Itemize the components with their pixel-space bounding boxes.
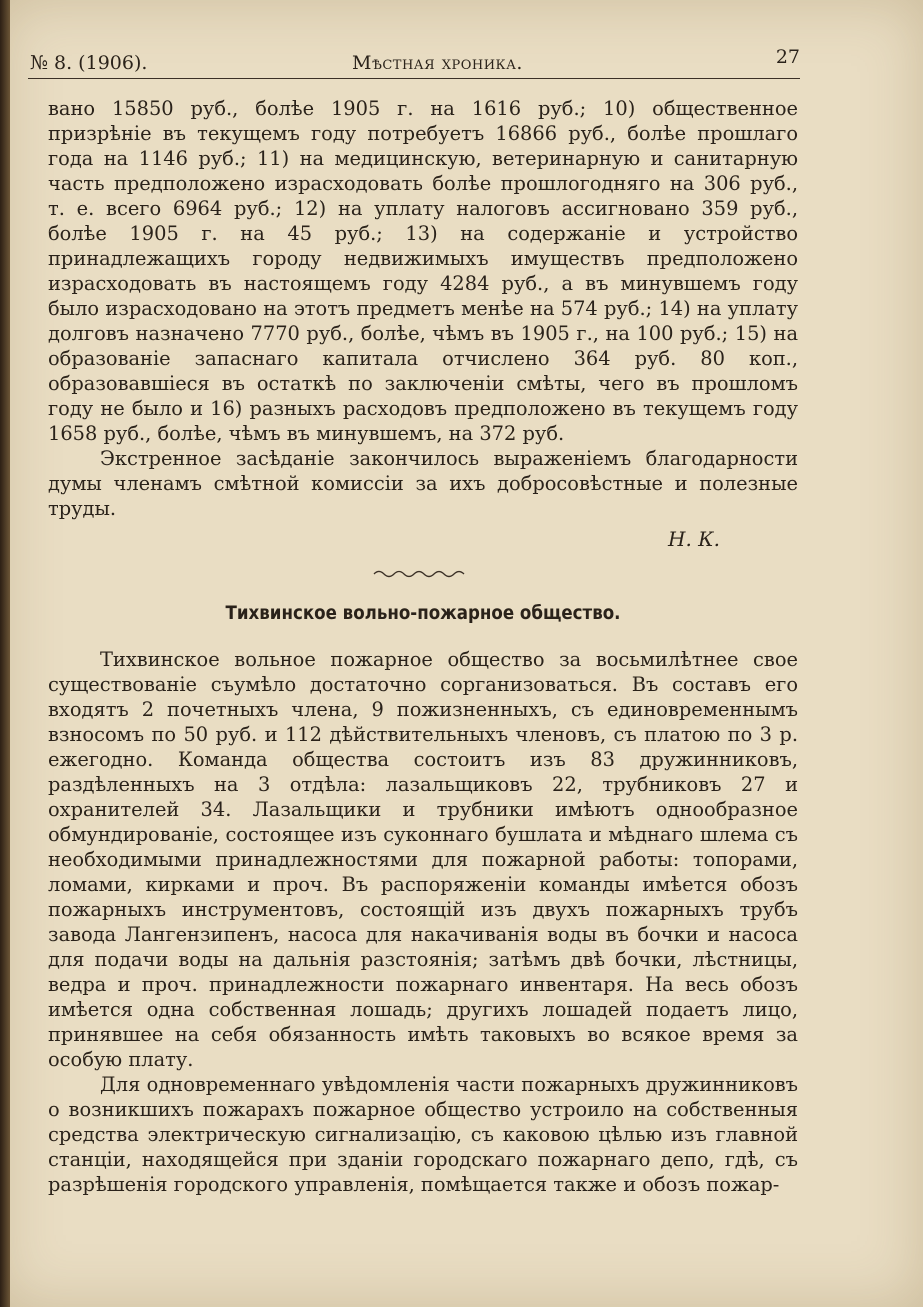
closing-paragraph: Экстренное засѣданіе закончилось выраженіемъ благодарности думы членамъ смѣтной комиссіи за ихъ добросовѣстные и полезные труды.	[48, 447, 798, 520]
issue-number: № 8. (1906).	[30, 52, 148, 74]
section-heading: Мѣстная хроника.	[352, 52, 523, 74]
article-paragraph-1: Тихвинское вольное пожарное общество за восьмилѣтнее свое существованіе съумѣло достаточно сорганизоваться. Въ составъ его входятъ 2 почетныхъ члена, 9 пожизненныхъ, съ единовременнымъ взносомъ по 50 руб. и 112 дѣйствительныхъ членовъ, съ платою по 3 р. ежегодно. Команда общества состоитъ изъ 83 дружинниковъ, раздѣленныхъ на 3 отдѣла: лазальщиковъ 22, трубниковъ 27 и охранителей 34. Лазальщики и трубники имѣютъ однообразное обмундированіе, состоящее изъ суконнаго бушлата и мѣднаго шлема съ необходимыми принадлежностями для пожарной работы: топорами, ломами, кирками и проч. Въ распоряженіи команды имѣется обозъ пожарныхъ инструментовъ, состоящій изъ двухъ пожарныхъ трубъ завода Лангензипенъ, насоса для накачиванія воды въ бочки и насоса для подачи воды на дальнія разстоянія; затѣмъ двѣ бочки, лѣстницы, ведра и проч. принадлежности пожарнаго инвентаря. На весь обозъ имѣется одна собственная лошадь; другихъ лошадей подаетъ лицо, принявшее на себя обязанность имѣть таковыхъ во всякое время за особую плату.	[48, 648, 798, 1071]
header-rule	[28, 78, 800, 79]
article-body	[48, 647, 798, 1197]
continuation-paragraph: вано 15850 руб., болѣе 1905 г. на 1616 руб.; 10) общественное призрѣніе въ текущемъ году потребуетъ 16866 руб., болѣе прошлаго года на 1146 руб.; 11) на медицинскую, ветеринарную и санитарную часть предположено израсходовать болѣе прошлогодняго на 306 руб., т. е. всего 6964 руб.; 12) на уплату налоговъ ассигновано 359 руб., болѣе 1905 г. на 45 руб.; 13) на содержаніе и устройство принадлежащихъ городу недвижимыхъ имуществъ предположено израсходовать въ настоящемъ году 4284 руб., а въ минувшемъ году было израсходовано на этотъ предметъ менѣе на 574 руб.; 14) на уплату долговъ назначено 7770 руб., болѣе, чѣмъ въ 1905 г., на 100 руб.; 15) на образованіе запаснаго капитала отчислено 364 руб. 80 коп., образовавшіеся въ остаткѣ по заключеніи смѣты, чего въ прошломъ году не было и 16) разныхъ расходовъ предположено въ текущемъ году 1658 руб., болѣе, чѣмъ въ минувшемъ, на 372 руб.	[48, 97, 798, 445]
article-continuation	[48, 96, 798, 521]
article-title: Тихвинское вольно-пожарное общество.	[225, 603, 621, 624]
page-number: 27	[775, 46, 800, 68]
section-divider-ornament	[372, 568, 472, 580]
article-paragraph-2: Для одновременнаго увѣдомленія части пожарныхъ дружинниковъ о возникшихъ пожарахъ пожарное общество устроило на собственныя средства электрическую сигнализацію, съ каковою цѣлью изъ главной станціи, находящейся при зданіи городскаго пожарнаго депо, гдѣ, съ разрѣшенія городского управленія, помѣщается также и обозъ пожар-	[48, 1073, 798, 1196]
author-signature: Н. К.	[668, 527, 720, 551]
book-spine-edge	[0, 0, 10, 1307]
